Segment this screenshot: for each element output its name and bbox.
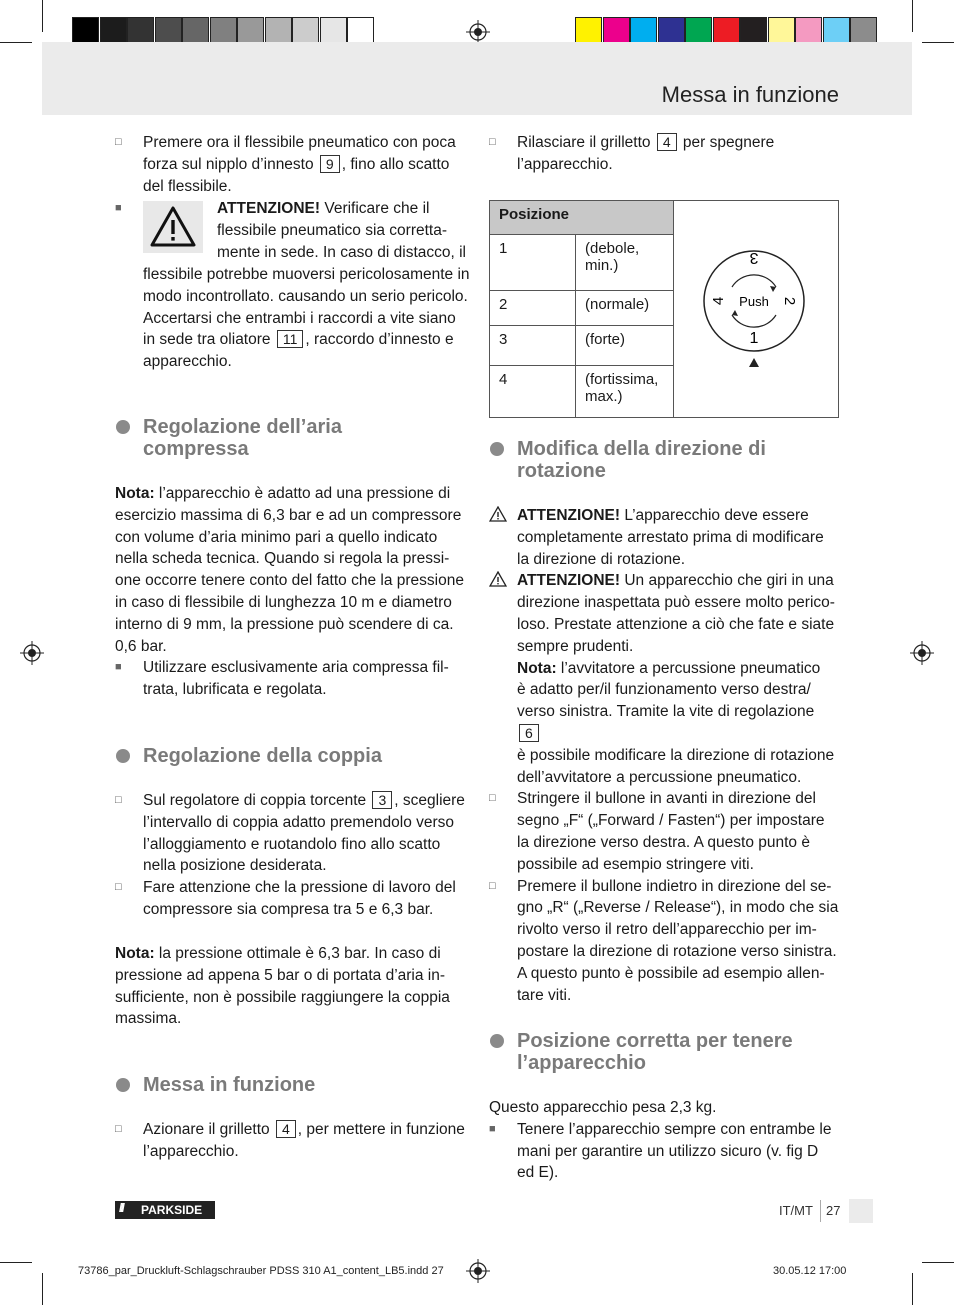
part-number: 9 <box>320 155 340 173</box>
list-item: □ Stringere il bullone in avanti in direzione del segno „F“ („Forward / Fasten“) per impostare la direzione verso destra. A questo punto è possibile ad esempio stringere viti. <box>489 790 825 873</box>
list-item: □ Premere ora il flessibile pneumatico con poca forza sul nipplo d’innesto 9 , fino allo scatto del flessibile. <box>115 134 456 195</box>
list-item: □ Sul regolatore di coppia torcente 3 , scegliere l’intervallo di coppia adatto premendolo verso l’alloggiamento e ruotandolo fino allo scatto nella posizione desiderata. <box>115 792 465 875</box>
crop-mark <box>912 0 913 32</box>
checkbox-bullet-icon: □ <box>489 879 496 892</box>
list-item: □ Premere il bullone indietro in direzione del se- gno „R“ („Reverse / Release“), in modo che sia rivolto verso il retro dell’apparecchio per im- postare la direzione di rotazione verso sinistra. A questo punto è possibile ad esempio allen- tare viti. <box>489 877 839 1004</box>
square-bullet-icon: ■ <box>115 661 122 674</box>
table-header: Posizione <box>490 201 674 235</box>
part-number: 6 <box>519 724 539 742</box>
list-item: □ Fare attenzione che la pressione di lavoro del compressore sia compresa tra 5 e 6,3 bar. <box>115 879 456 918</box>
part-number: 4 <box>657 133 677 151</box>
list-item: □ Rilasciare il grilletto 4 per spegnere l’apparecchio. <box>489 134 775 173</box>
left-column-top <box>115 132 467 197</box>
note-paragraph: Nota: la pressione ottimale è 6,3 bar. In caso di pressione ad appena 5 bar o di portata d’aria in- sufficiente, non è possibile raggiungere la coppia massima. <box>115 945 450 1028</box>
section-bullet-icon <box>490 1034 504 1048</box>
section-bullet-icon <box>116 1078 130 1092</box>
note-paragraph: Nota: l’apparecchio è adatto ad una pressione di esercizio massima di 6,3 bar e ad un compressore con volume d’aria minimo pari a quello indicato nella scheda tecnica. Quando si regola la pressi- one occorre tenere conto del fatto che la pressione in caso di flessibile di lunghezza 10 m e diametro interno di 9 mm, la pressione può scendere di ca. 0,6 bar. ■ Utilizzare esclusivamente aria compressa fil- trata, lubrificata e regolata. <box>115 483 467 701</box>
crop-mark <box>912 1273 913 1305</box>
part-number: 11 <box>277 330 304 348</box>
crop-mark <box>922 42 954 43</box>
square-bullet-icon: ■ <box>115 202 122 214</box>
section-heading: Posizione corretta per tenere l’apparecchio <box>517 1030 793 1074</box>
right-column-position: Questo apparecchio pesa 2,3 kg. ■ Tenere l’apparecchio sempre con entrambe le mani per garantire un utilizzo sicuro (v. fig D ed E). <box>489 1097 839 1184</box>
table-row: 4 (fortissima, max.) <box>490 365 839 417</box>
registration-mark-icon <box>466 20 490 44</box>
registration-mark-icon <box>910 641 934 665</box>
crop-mark <box>42 1273 43 1305</box>
warning-triangle-icon <box>489 571 507 587</box>
right-column-rotation <box>489 505 839 1006</box>
dial-number: 3 <box>749 249 759 266</box>
warning-triangle-icon <box>143 201 203 253</box>
part-number: 3 <box>372 791 392 809</box>
section-heading: Modifica della direzione di rotazione <box>517 438 766 482</box>
logo-stripes-icon: /// <box>119 1201 124 1215</box>
page-title: Messa in funzione <box>661 82 839 107</box>
crop-mark <box>0 42 32 43</box>
crop-mark <box>42 0 43 32</box>
dial-number: 4 <box>710 296 727 306</box>
section-bullet-icon <box>116 749 130 763</box>
checkbox-bullet-icon: □ <box>489 792 496 805</box>
list-item: ■ Utilizzare esclusivamente aria compressa fil- trata, lubrificata e regolata. <box>115 659 449 699</box>
table-row: 1 (debole, min.) <box>490 235 839 291</box>
dial-number: 1 <box>749 330 759 347</box>
page-number: 27 <box>826 1203 841 1218</box>
torque-dial-icon <box>674 201 838 413</box>
table-row: 2 (normale) <box>490 291 839 325</box>
section-bullet-icon <box>116 420 130 434</box>
crop-mark <box>0 1262 32 1263</box>
part-number: 4 <box>276 1120 296 1138</box>
dial-push-label: Push <box>739 294 769 309</box>
section-heading: Regolazione della coppia <box>143 745 382 767</box>
language-label: IT/MT <box>779 1203 813 1218</box>
checkbox-bullet-icon: □ <box>115 794 122 806</box>
page-number-box <box>849 1199 873 1223</box>
checkbox-bullet-icon: □ <box>115 1123 122 1135</box>
checkbox-bullet-icon: □ <box>115 881 122 894</box>
pointer-arrow-icon <box>749 358 759 367</box>
slug-date: 30.05.12 17:00 <box>773 1265 847 1277</box>
checkbox-bullet-icon: □ <box>115 136 122 148</box>
warning-item: ATTENZIONE! Un apparecchio che giri in una direzione inaspettata può essere molto perico- loso. Prestate attenzione a ciò che fate e siate sempre prudenti. Nota: l’avvitatore a percussione pneumatico è adatto per/il funzionamento verso destra/ verso sinistra. Tramite la vite di regolazione 6 è possibile modificare la direzione di rotazione dell’avvitatore a percussione pneumatico. <box>489 570 839 788</box>
square-bullet-icon: ■ <box>489 1122 496 1135</box>
section-heading: Regolazione dell’aria compressa <box>143 416 342 460</box>
warning-text-body: flessibile potrebbe muoversi pericolosamente in modo incontrollato. causando un serio pericolo. Accertarsi che entrambi i raccordi a vite siano in sede tra oliatore 11 , raccordo d’innesto e apparecchio. <box>143 266 470 371</box>
warning-text-top: ATTENZIONE! Verificare che il flessibile pneumatico sia corretta- mente in sede. In caso di distacco, il <box>217 200 466 261</box>
list-item: ■ Tenere l’apparecchio sempre con entrambe le mani per garantire un utilizzo sicuro (v. fig D ed E). <box>489 1120 832 1182</box>
slug-filename: 73786_par_Druckluft-Schlagschrauber PDSS 310 A1_content_LB5.indd 27 <box>78 1265 444 1277</box>
left-column-coppia <box>115 790 467 921</box>
dial-cell <box>674 201 839 418</box>
section-heading: Messa in funzione <box>143 1074 315 1096</box>
divider <box>820 1200 821 1222</box>
brand-logo: /// PARKSIDE <box>115 1201 215 1219</box>
list-item: □ Azionare il grilletto 4 , per mettere in funzione l’apparecchio. <box>115 1121 465 1160</box>
checkbox-bullet-icon: □ <box>489 136 496 148</box>
section-bullet-icon <box>490 442 504 456</box>
right-column-top <box>489 132 839 176</box>
left-column-messa <box>115 1119 467 1163</box>
warning-item: ATTENZIONE! L’apparecchio deve essere completamente arrestato prima di modificare la direzione di rotazione. <box>489 505 839 570</box>
registration-mark-icon <box>20 641 44 665</box>
warning-triangle-icon <box>489 506 507 522</box>
table-row: 3 (forte) <box>490 325 839 365</box>
crop-mark <box>922 1262 954 1263</box>
position-table <box>489 200 839 418</box>
dial-number: 2 <box>781 296 798 306</box>
registration-mark-icon <box>466 1259 490 1283</box>
